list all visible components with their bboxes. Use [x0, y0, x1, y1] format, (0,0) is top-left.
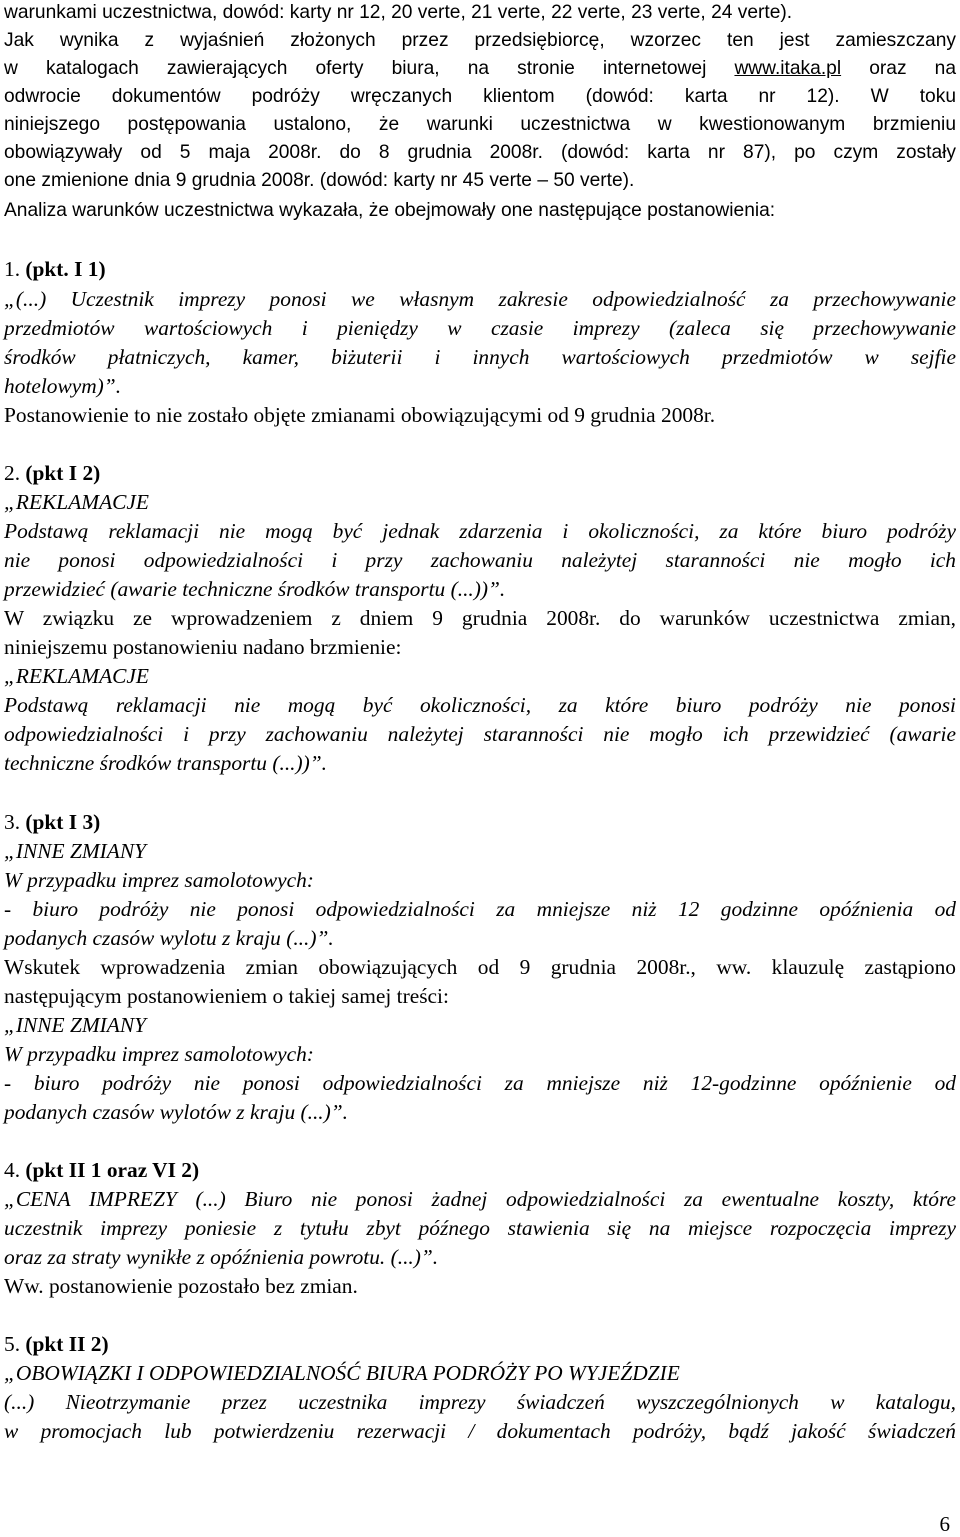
- intro-line-3: [4, 54, 956, 83]
- section-2-old-line-2: nie ponosi odpowiedzialności i przy zachowaniu należytej staranności nie mogło ich: [4, 548, 956, 572]
- section-2-heading: [4, 459, 956, 488]
- section-2-old-line-3: przewidzieć (awarie techniczne środków transportu (...))”.: [4, 577, 506, 601]
- section-1-quote-line-1: „(...) Uczestnik imprezy ponosi we własnym zakresie odpowiedzialność za przechowywanie: [4, 287, 956, 311]
- section-1-quote-line-4: hotelowym)”.: [4, 374, 122, 398]
- section-4-line-3: oraz za straty wynikłe z opóźnienia powrotu. (...)”.: [4, 1245, 439, 1269]
- section-5-line-1: (...) Nieotrzymanie przez uczestnika imprezy świadczeń wyszczególnionych w katalogu,: [4, 1390, 956, 1414]
- intro-line-1: warunkami uczestnictwa, dowód: karty nr 12, 20 verte, 21 verte, 22 verte, 23 verte, 24 verte).: [4, 2, 793, 23]
- section-4-pkt: (pkt II 1 oraz VI 2): [25, 1158, 200, 1182]
- section-3-heading: [4, 808, 956, 837]
- section-4-note: Ww. postanowienie pozostało bez zmian.: [4, 1274, 358, 1298]
- section-3-title-1: „INNE ZMIANY: [4, 839, 147, 863]
- section-4-line-1: „CENA IMPREZY (...) Biuro nie ponosi żadnej odpowiedzialności za ewentualne koszty, które: [4, 1187, 956, 1211]
- section-3-title-2: „INNE ZMIANY: [4, 1013, 147, 1037]
- section-3-number: 3.: [4, 810, 26, 834]
- section-3-subtitle-2: W przypadku imprez samolotowych:: [4, 1042, 314, 1066]
- section-3-new-line-2: podanych czasów wylotów z kraju (...)”.: [4, 1100, 349, 1124]
- section-3-new-line-1: - biuro podróży nie ponosi odpowiedzialności za mniejsze niż 12-godzinne opóźnienie od: [4, 1071, 956, 1095]
- section-3-note-line-1: Wskutek wprowadzenia zmian obowiązujących od 9 grudnia 2008r., ww. klauzulę zastąpiono: [4, 955, 956, 979]
- section-3-old-line-2: podanych czasów wylotu z kraju (...)”.: [4, 926, 334, 950]
- intro-line-5: niniejszego postępowania ustalono, że warunki uczestnictwa w kwestionowanym brzmieniu: [4, 114, 956, 135]
- intro-line-6: obowiązywały od 5 maja 2008r. do 8 grudnia 2008r. (dowód: karta nr 87), po czym zostały: [4, 142, 956, 163]
- section-3-pkt: (pkt I 3): [25, 810, 101, 834]
- intro-line-2: Jak wynika z wyjaśnień złożonych przez przedsiębiorcę, wzorzec ten jest zamieszczany: [4, 30, 956, 51]
- section-2-new-line-3: techniczne środków transportu (...))”.: [4, 751, 328, 775]
- section-1-quote-line-2: przedmiotów wartościowych i pieniędzy w czasie imprezy (zaleca się przechowywanie: [4, 316, 956, 340]
- intro-line-4: odwrocie dokumentów podróży wręczanych klientom (dowód: karta nr 12). W toku: [4, 86, 956, 107]
- intro-line-8: Analiza warunków uczestnictwa wykazała, że obejmowały one następujące postanowienia:: [4, 200, 776, 221]
- section-2-new-line-1: Podstawą reklamacji nie mogą być okoliczności, za które biuro podróży nie ponosi: [4, 693, 956, 717]
- section-5-pkt: (pkt II 2): [25, 1332, 109, 1356]
- section-1-quote-line-3: środków płatniczych, kamer, biżuterii i innych wartościowych przedmiotów w sejfie: [4, 345, 956, 369]
- section-1-note: Postanowienie to nie zostało objęte zmianami obowiązującymi od 9 grudnia 2008r.: [4, 403, 716, 427]
- intro-line-3-end: oraz na: [841, 58, 956, 79]
- section-2-title-1: „REKLAMACJE: [4, 490, 149, 514]
- section-3-subtitle-1: W przypadku imprez samolotowych:: [4, 868, 314, 892]
- section-2-pkt: (pkt I 2): [25, 461, 101, 485]
- section-1-number: 1.: [4, 257, 26, 281]
- section-5-heading: [4, 1330, 956, 1359]
- section-4-line-2: uczestnik imprezy poniesie z tytułu zbyt późnego stawienia się na miejsce rozpoczęcia imprezy: [4, 1216, 956, 1240]
- section-1-heading: [4, 255, 956, 284]
- section-5-number: 5.: [4, 1332, 26, 1356]
- section-3-note-line-2: następującym postanowieniem o takiej samej treści:: [4, 984, 449, 1008]
- section-2-note-line-2: niniejszemu postanowieniu nadano brzmienie:: [4, 635, 402, 659]
- section-2-new-line-2: odpowiedzialności i przy zachowaniu należytej staranności nie mogło ich przewidzieć (awarie: [4, 722, 956, 746]
- intro-line-3-start: w katalogach zawierających oferty biura, na stronie internetowej: [4, 58, 735, 79]
- section-2-title-2: „REKLAMACJE: [4, 664, 149, 688]
- page-number: 6: [939, 1512, 950, 1536]
- section-4-number: 4.: [4, 1158, 26, 1182]
- section-5-line-2: w promocjach lub potwierdzeniu rezerwacji / dokumentach podróży, bądź jakość świadczeń: [4, 1419, 956, 1443]
- section-4-heading: [4, 1156, 956, 1185]
- intro-line-7: one zmienione dnia 9 grudnia 2008r. (dowód: karty nr 45 verte – 50 verte).: [4, 170, 635, 191]
- section-5-title: „OBOWIĄZKI I ODPOWIEDZIALNOŚĆ BIURA PODRÓŻY PO WYJEŹDZIE: [4, 1361, 680, 1385]
- itaka-link[interactable]: www.itaka.pl: [734, 58, 842, 79]
- section-3-old-line-1: - biuro podróży nie ponosi odpowiedzialności za mniejsze niż 12 godzinne opóźnienia od: [4, 897, 956, 921]
- section-1-pkt: (pkt. I 1): [25, 257, 106, 281]
- section-2-note-line-1: W związku ze wprowadzeniem z dniem 9 grudnia 2008r. do warunków uczestnictwa zmian,: [4, 606, 956, 630]
- section-2-old-line-1: Podstawą reklamacji nie mogą być jednak zdarzenia i okoliczności, za które biuro podróży: [4, 519, 956, 543]
- section-2-number: 2.: [4, 461, 26, 485]
